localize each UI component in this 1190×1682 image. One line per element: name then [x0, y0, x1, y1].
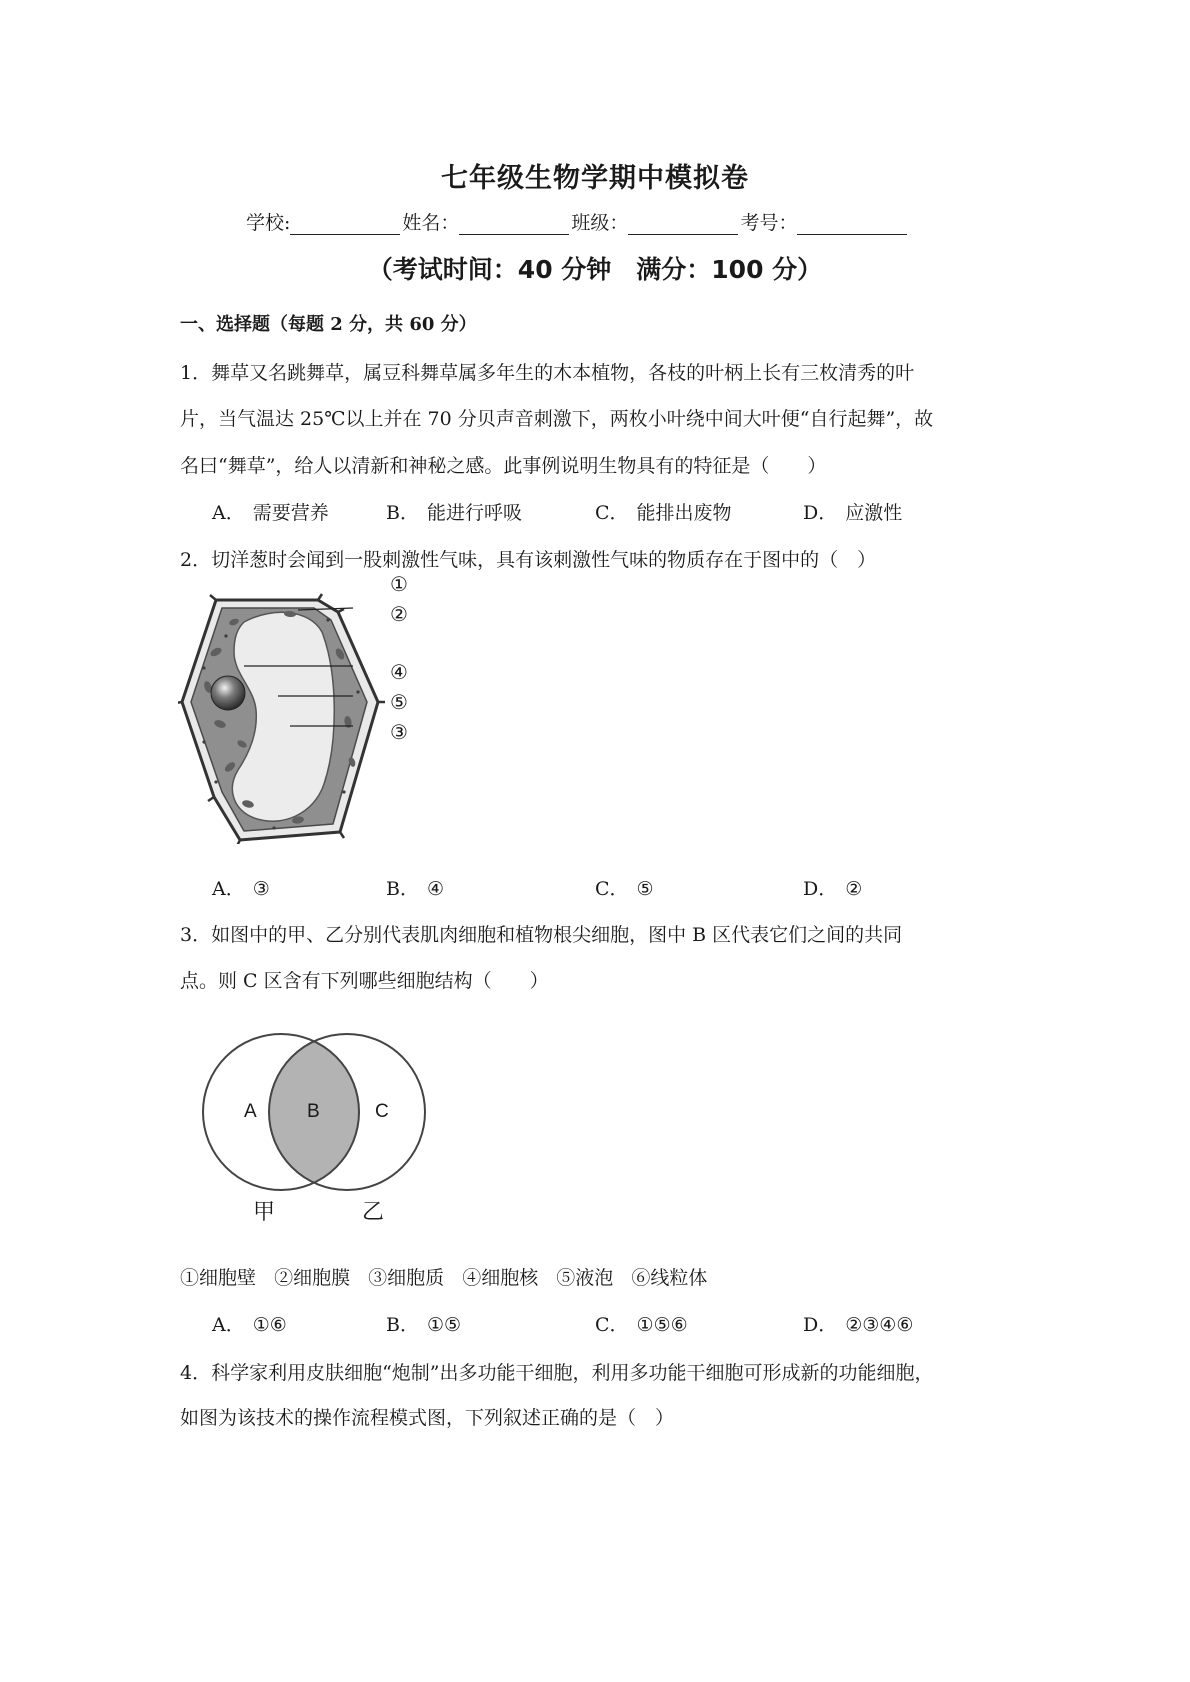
question-4-line-1: 4．科学家利用皮肤细胞“炮制”出多功能干细胞，利用多功能干细胞可形成新的功能细胞， — [180, 1362, 934, 1384]
venn-region-b: B — [307, 1101, 320, 1122]
cell-label-5: ⑤ — [390, 690, 408, 714]
venn-caption-jia: 甲 — [253, 1200, 276, 1225]
venn-caption-yi: 乙 — [362, 1200, 385, 1225]
plant-cell-diagram — [178, 592, 428, 844]
exam-number-blank[interactable] — [797, 214, 907, 235]
question-3-structure-list — [180, 1263, 719, 1290]
section-heading: 一、选择题（每题 2 分，共 60 分） — [180, 314, 477, 335]
question-3-line-1: 3．如图中的甲、乙分别代表肌肉细胞和植物根尖细胞，图中 B 区代表它们之间的共同 — [180, 924, 903, 946]
option-label: A． — [212, 878, 245, 900]
structure-item: ③细胞质 — [368, 1267, 445, 1289]
school-blank[interactable] — [290, 214, 400, 235]
option-label: B． — [386, 878, 419, 900]
option-text: ①⑥ — [252, 1314, 287, 1336]
option-text: ③ — [252, 878, 270, 900]
cell-nucleus — [211, 676, 245, 710]
option-text: ② — [845, 878, 863, 900]
option-label: C． — [595, 878, 629, 900]
question-1-line-3: 名曰“舞草”，给人以清新和神秘之感。此事例说明生物具有的特征是（ ） — [180, 455, 827, 477]
option-label: C． — [595, 502, 629, 524]
option-text: ①⑤⑥ — [636, 1314, 688, 1336]
option-text: 能排出废物 — [636, 502, 732, 524]
student-info-row — [246, 208, 909, 235]
question-3-option-d[interactable] — [803, 1310, 913, 1337]
option-text: ④ — [426, 878, 445, 900]
option-label: C． — [595, 1314, 629, 1336]
option-text: ⑤ — [636, 878, 654, 900]
question-1-line-1: 1．舞草又名跳舞草，属豆科舞草属多年生的木本植物，各枝的叶柄上长有三枚清秀的叶 — [180, 362, 915, 384]
name-blank[interactable] — [459, 214, 569, 235]
structure-item: ②细胞膜 — [274, 1267, 351, 1289]
question-2-line-1: 2．切洋葱时会闻到一股刺激性气味，具有该刺激性气味的物质存在于图中的（ ） — [180, 549, 877, 571]
option-label: B． — [386, 502, 419, 524]
option-label: D． — [803, 1314, 838, 1336]
structure-item: ④细胞核 — [462, 1267, 539, 1289]
question-3-line-2: 点。则 C 区含有下列哪些细胞结构（ ） — [180, 970, 549, 992]
cell-label-1: ① — [390, 572, 408, 596]
cell-label-2: ② — [390, 602, 408, 626]
structure-item: ①细胞壁 — [180, 1267, 257, 1289]
exam-number-label: 考号： — [740, 212, 798, 234]
cell-label-4: ④ — [390, 660, 408, 684]
question-1-option-d[interactable] — [803, 498, 902, 525]
question-3-option-a[interactable] — [212, 1310, 287, 1337]
page-title: 七年级生物学期中模拟卷 — [441, 163, 749, 194]
option-label: A． — [212, 502, 245, 524]
question-3-option-c[interactable] — [595, 1310, 688, 1337]
question-2-option-a[interactable] — [212, 874, 270, 901]
question-2-option-d[interactable] — [803, 874, 862, 901]
option-label: A． — [212, 1314, 245, 1336]
option-label: D． — [803, 878, 838, 900]
question-1-option-c[interactable] — [595, 498, 732, 525]
structure-item: ⑥线粒体 — [631, 1267, 708, 1289]
class-blank[interactable] — [628, 214, 738, 235]
question-2-option-b[interactable] — [386, 874, 444, 901]
venn-region-c: C — [375, 1101, 389, 1122]
question-1-line-2: 片，当气温达 25℃以上并在 70 分贝声音刺激下，两枚小叶绕中间大叶便“自行起舞”，故 — [180, 408, 934, 430]
question-2-option-c[interactable] — [595, 874, 654, 901]
question-1-option-a[interactable] — [212, 498, 329, 525]
option-text: 需要营养 — [252, 502, 329, 524]
class-label: 班级： — [571, 212, 629, 234]
question-3-option-b[interactable] — [386, 1310, 461, 1337]
cell-label-3: ③ — [390, 720, 408, 744]
name-label: 姓名： — [402, 212, 460, 234]
venn-diagram — [196, 1030, 446, 1226]
option-text: 应激性 — [845, 502, 903, 524]
option-text: ①⑤ — [426, 1314, 462, 1336]
option-text: ②③④⑥ — [845, 1314, 914, 1336]
structure-item: ⑤液泡 — [556, 1267, 614, 1289]
school-label: 学校: — [246, 212, 291, 234]
option-text: 能进行呼吸 — [426, 502, 522, 524]
venn-region-a: A — [244, 1101, 257, 1122]
question-1-option-b[interactable] — [386, 498, 522, 525]
exam-time-score: （考试时间：40 分钟 满分：100 分） — [367, 255, 823, 284]
option-label: D． — [803, 502, 838, 524]
question-4-line-2: 如图为该技术的操作流程模式图，下列叙述正确的是（ ） — [180, 1407, 675, 1429]
option-label: B． — [386, 1314, 419, 1336]
